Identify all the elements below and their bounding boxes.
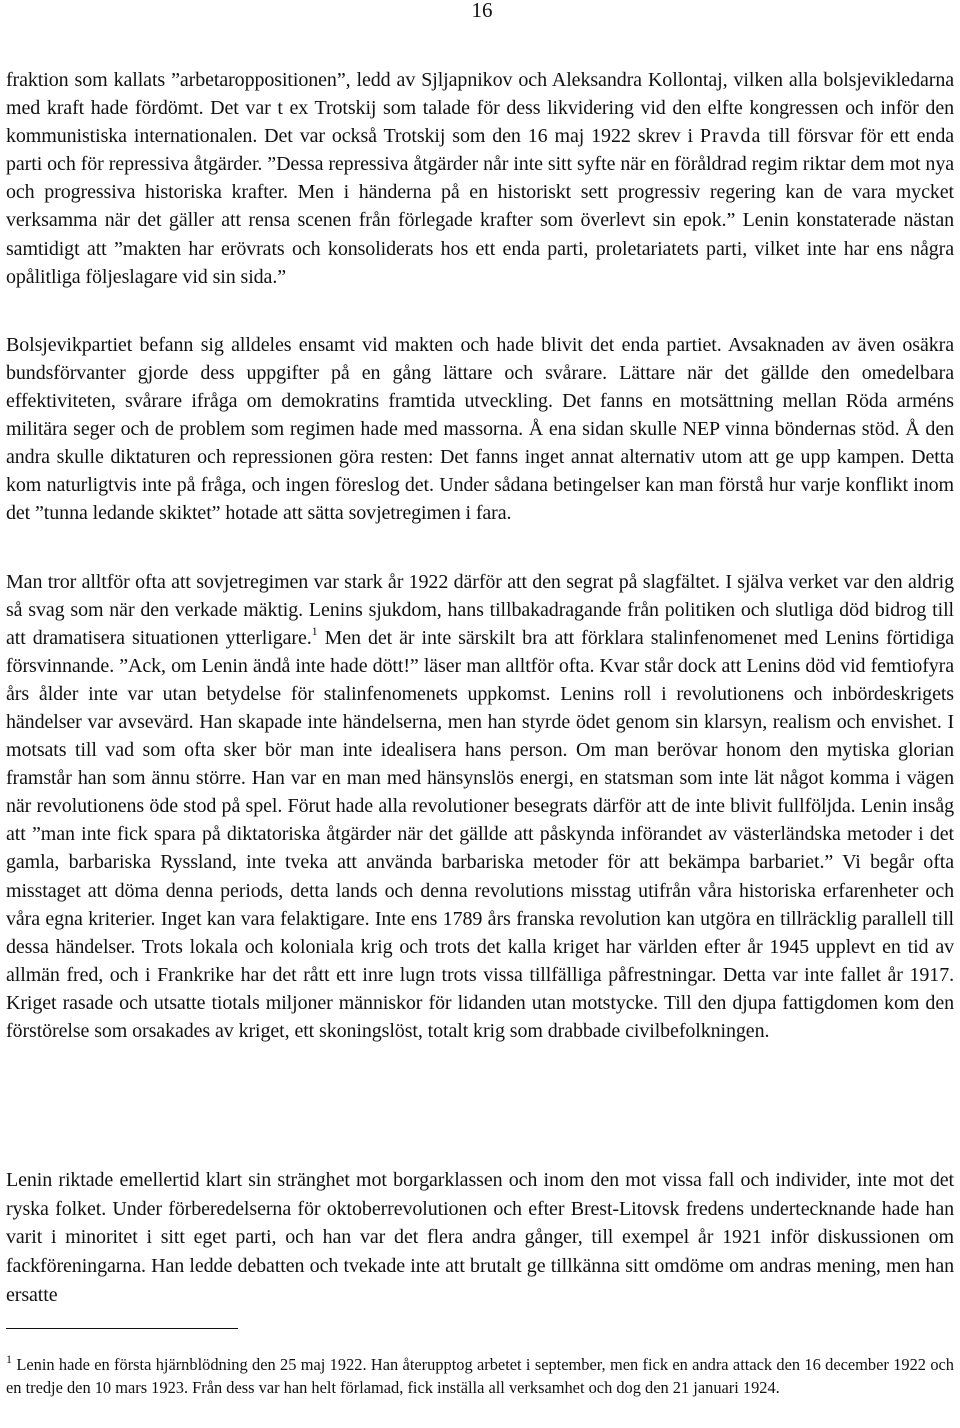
paragraph-3-part-a: Man tror alltför ofta att sovjetregimen var stark år 1922 därför att den segrat på slagfältet. I själva verket var den aldrig så svag som när den verkade mäktig. Lenins sjukdom, hans tillbakadragande från politiken och slutliga död bidrog till att dramatisera situationen ytterligare. — [6, 571, 954, 650]
paragraph-1 — [6, 66, 954, 291]
footnote-text: Lenin hade en första hjärnblödning den 25 maj 1922. Han återupptog arbetet i september, men fick en andra attack den 16 december 1922 och en tredje den 10 mars 1923. Från dess var han helt förlamad, fick inställa all verksamhet och dog den 21 januari 1924. — [6, 1355, 954, 1397]
paragraph-2-text: Bolsjevikpartiet befann sig alldeles ensamt vid makten och hade blivit det enda partiet. Avsaknaden av även osäkra bundsförvanter gjorde dess uppgifter på en gång lättare och svårare. Lättare när det gällde den omedelbara effektiviteten, svårare ifråga om demokratins framtida utveckling. Det fanns en motsättning mellan Röda arméns militära seger och de problem som regimen hade med massorna. Å ena sidan skulle NEP vinna böndernas stöd. Å den andra skulle diktaturen och repressionen göra resten: Det fanns inget annat alternativ utom att ge upp kampen. Detta kom naturligtvis inte på fråga, och ingen föreslog det. Under sådana betingelser kan man förstå hur varje konflikt inom det ”tunna ledande skiktet” hotade att sätta sovjetregimen i fara. — [6, 334, 954, 524]
paragraph-4-text: Lenin riktade emellertid klart sin stränghet mot borgarklassen och inom den mot vissa fall och individer, inte mot det ryska folket. Under förberedelserna för oktoberrevolutionen och efter Brest-Litovsk fredens undertecknande hade han varit i minoritet i sitt eget parti, och han var det flera andra gånger, till exempel år 1921 inför diskussionen om fackföreningarna. Han ledde debatten och tvekade inte att brutalt ge tillkänna sitt omdöme om andras mening, men han ersatte — [6, 1169, 954, 1306]
footnote-mark: 1 — [6, 1351, 12, 1366]
footnote-reference[interactable]: 1 — [311, 624, 318, 639]
paragraph-1-text — [6, 66, 954, 291]
footnote-divider — [6, 1328, 238, 1329]
paragraph-3-text — [6, 568, 954, 1045]
footnote-1 — [6, 1351, 954, 1399]
page-number: 16 — [471, 0, 493, 22]
paragraph-4 — [6, 1166, 954, 1310]
paragraph-2 — [6, 331, 954, 527]
paragraph-3 — [6, 568, 954, 1045]
paragraph-1-part-a: fraktion som kallats ”arbetaroppositionen”, ledd av Sjljapnikov och Aleksandra Kollontaj, vilken alla bolsjevikledarna med kraft hade fördömt. Det var t ex Trotskij som talade för dess likvidering vid den elfte kongressen och inför den kommunistiska internationalen. Det var också Trotskij som den 16 maj 1922 skrev i — [6, 69, 954, 148]
paragraph-1-part-b: till försvar för ett enda parti och för repressiva åtgärder. ”Dessa repressiva åtgärder når inte sitt syfte när en föråldrad regim riktar dem mot nya och progressiva historiska krafter. Men i händerna på en historiskt sett progressiv regering kan de vara mycket verksamma när det gäller att rensa scenen från förlegade krafter som överlevt sin epok.” Lenin konstaterade nästan samtidigt att ”makten har erövrats och konsoliderats hos ett enda parti, proletariatets parti, vilket inte har ens några opålitliga följeslagare vid sin sida.” — [6, 125, 954, 288]
paragraph-3-part-b: Men det är inte särskilt bra att förklara stalinfenomenet med Lenins förtidiga försvinnande. ”Ack, om Lenin ändå inte hade dött!” läser man alltför ofta. Kvar står dock att Lenins död vid femtiofyra års ålder inte var utan betydelse för stalinfenomenets uppkomst. Lenins roll i revolutionens och inbördeskrigets händelser var avsevärd. Han skapade inte händelserna, men han styrde ödet genom sin klarsyn, realism och envishet. I motsats till vad som ofta sker bör man inte idealisera hans person. Om man berövar honom den mytiska glorian framstår han som ännu större. Han var en man med hänsynslös energi, en statsman som inte lät något komma i vägen när revolutionens öde stod på spel. Förut hade alla revolutioner besegrats därför att de inte blivit fullföljda. Lenin insåg att ”man inte fick spara på diktatoriska åtgärder när det gällde att påskynda införandet av västerländska metoder i det gamla, barbariska Ryssland, inte tveka att använda barbariska metoder för att bekämpa barbariet.” Vi begår ofta misstaget att döma denna periods, detta lands och denna revolutions misstag utifrån våra historiska erfarenheter och våra egna kriterier. Inget kan vara felaktigare. Inte ens 1789 års franska revolution kan utgöra en tillräcklig parallell till dessa händelser. Trots lokala och koloniala krig och trots det kalla kriget har världen efter år 1945 upplevt en tid av allmän fred, och i Frankrike har det rått ett inre lugn trots vissa tillfälliga påfrestningar. Detta var inte fallet år 1917. Kriget rasade och utsatte tiotals miljoner människor för lidanden utan motstycke. Till den djupa fattigdomen kom den förstörelse som orsakades av kriget, ett skoningslöst, totalt krig som drabbade civilbefolkningen. — [6, 627, 954, 1042]
newspaper-title: Pravda — [699, 125, 762, 148]
